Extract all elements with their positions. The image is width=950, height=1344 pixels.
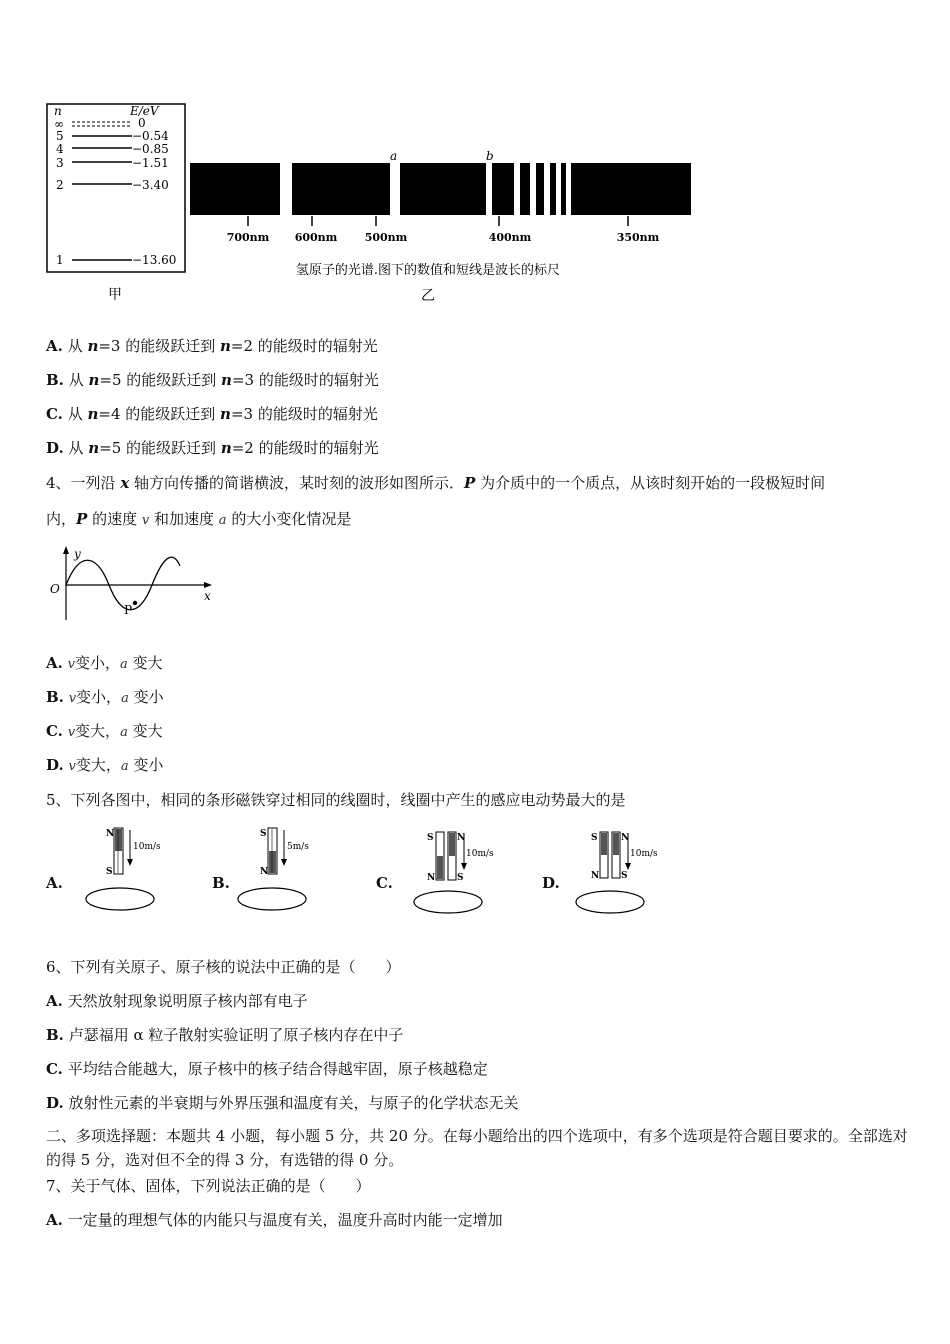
magnet-d-left-bottom: N	[591, 871, 600, 881]
q5-option-a-figure[interactable]	[80, 822, 180, 918]
q4-option-c[interactable]: C. v变大，a 变大	[46, 722, 163, 740]
q6-option-a[interactable]: A. 天然放射现象说明原子核内部有电子	[46, 992, 308, 1010]
tick-500nm: 500nm	[364, 231, 408, 244]
q3-option-c[interactable]: C. 从 n=4 的能级跃迁到 n=3 的能级时的辐射光	[46, 405, 378, 423]
graph-y-label: y	[74, 547, 81, 561]
tick-350nm: 350nm	[616, 231, 660, 244]
q5-option-b-letter[interactable]: B.	[212, 874, 230, 892]
spectrum-description: 氢原子的光谱.图下的数值和短线是波长的标尺	[295, 263, 561, 278]
magnet-c-left-bottom: N	[427, 873, 436, 883]
particle-p-dot	[133, 601, 137, 605]
magnet-a-top: N	[106, 829, 115, 839]
speed-c: 10m/s	[466, 849, 494, 859]
level-e-4: −0.85	[132, 142, 169, 156]
level-n-inf: ∞	[54, 117, 64, 131]
tick-600nm: 600nm	[294, 231, 338, 244]
q4-stem-line2: 内，P 的速度 v 和加速度 a 的大小变化情况是	[46, 510, 352, 528]
q5-stem: 5、下列各图中，相同的条形磁铁穿过相同的线圈时，线圈中产生的感应电动势最大的是	[46, 791, 626, 809]
figure-jia-caption: 甲	[108, 287, 122, 303]
level-e-inf: 0	[138, 116, 146, 130]
wave-graph	[46, 544, 226, 624]
q6-option-d[interactable]: D. 放射性元素的半衰期与外界压强和温度有关，与原子的化学状态无关	[46, 1094, 519, 1112]
q5-option-b-figure[interactable]	[234, 822, 334, 918]
q5-option-a-letter[interactable]: A.	[46, 874, 63, 892]
magnet-d-right-bottom: S	[621, 871, 628, 881]
magnet-a-bottom: S	[106, 867, 113, 877]
magnet-d-left-top: S	[591, 833, 598, 843]
section-2-heading: 二、多项选择题：本题共 4 小题，每小题 5 分，共 20 分。在每小题给出的四个选项中，有多个选项是符合题目要求的。全部选对的得 5 分，选对但不全的得 3 分，有选错的得 0 分。	[46, 1127, 908, 1169]
tick-400nm: 400nm	[488, 231, 532, 244]
hydrogen-spectrum	[188, 148, 698, 308]
q6-option-b[interactable]: B. 卢瑟福用 α 粒子散射实验证明了原子核内存在中子	[46, 1026, 404, 1044]
q4-stem-line1: 4、一列沿 x 轴方向传播的简谐横波，某时刻的波形如图所示．P 为介质中的一个质点，从该时刻开始的一段极短时间	[46, 474, 826, 492]
q4-option-a[interactable]: A. v变小，a 变大	[46, 654, 163, 672]
magnet-c-right-top: N	[457, 833, 466, 843]
level-e-1: −13.60	[132, 253, 177, 267]
magnet-b-bottom: N	[260, 867, 269, 877]
figure-yi-caption: 乙	[421, 288, 435, 304]
n-axis-label: n	[54, 104, 62, 118]
level-n-5: 5	[56, 129, 64, 143]
level-n-3: 3	[56, 156, 64, 170]
spectrum-line-a: a	[390, 149, 398, 163]
graph-p-label: P	[124, 603, 133, 617]
q5-option-c-letter[interactable]: C.	[376, 874, 393, 892]
level-e-5: −0.54	[132, 129, 169, 143]
level-n-2: 2	[56, 178, 64, 192]
magnet-d-right-top: N	[621, 833, 630, 843]
q4-option-d[interactable]: D. v变大，a 变小	[46, 756, 164, 774]
level-e-3: −1.51	[132, 156, 169, 170]
q6-option-c[interactable]: C. 平均结合能越大，原子核中的核子结合得越牢固，原子核越稳定	[46, 1060, 488, 1078]
energy-level-diagram	[40, 98, 190, 308]
q5-option-c-figure[interactable]	[408, 822, 518, 918]
speed-d: 10m/s	[630, 849, 658, 859]
q4-option-b[interactable]: B. v变小，a 变小	[46, 688, 164, 706]
magnet-b-top: S	[260, 829, 267, 839]
q3-option-b[interactable]: B. 从 n=5 的能级跃迁到 n=3 的能级时的辐射光	[46, 371, 379, 389]
q3-option-a[interactable]: A. 从 n=3 的能级跃迁到 n=2 的能级时的辐射光	[46, 337, 378, 355]
q5-option-d-figure[interactable]	[572, 822, 682, 918]
speed-a: 10m/s	[133, 842, 161, 852]
magnet-c-left-top: S	[427, 833, 434, 843]
q5-option-d-letter[interactable]: D.	[542, 874, 560, 892]
magnet-c-right-bottom: S	[457, 873, 464, 883]
q3-option-d[interactable]: D. 从 n=5 的能级跃迁到 n=2 的能级时的辐射光	[46, 439, 379, 457]
q6-stem: 6、下列有关原子、原子核的说法中正确的是（ ）	[46, 958, 401, 976]
level-e-2: −3.40	[132, 178, 169, 192]
spectrum-line-b: b	[486, 149, 494, 163]
level-n-4: 4	[56, 142, 64, 156]
tick-700nm: 700nm	[226, 231, 270, 244]
q7-option-a[interactable]: A. 一定量的理想气体的内能只与温度有关，温度升高时内能一定增加	[46, 1211, 503, 1229]
speed-b: 5m/s	[287, 842, 309, 852]
graph-origin-label: O	[50, 582, 60, 596]
q7-stem: 7、关于气体、固体，下列说法正确的是（ ）	[46, 1177, 371, 1195]
graph-x-label: x	[204, 589, 211, 603]
energy-axis-label: E/eV	[130, 104, 159, 118]
level-n-1: 1	[56, 253, 64, 267]
